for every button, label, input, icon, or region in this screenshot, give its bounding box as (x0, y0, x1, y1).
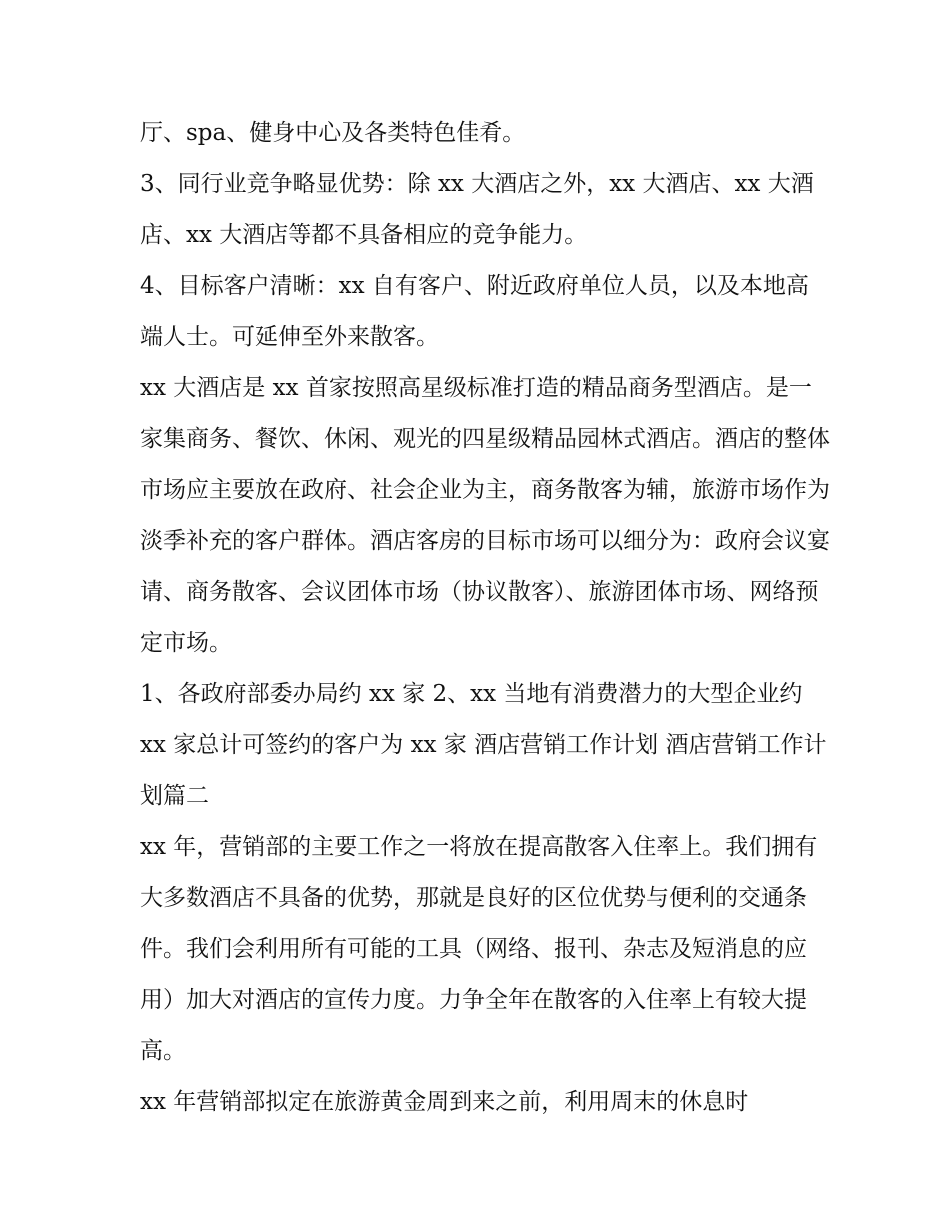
paragraph-client-count: 1、各政府部委办局约 xx 家 2、xx 当地有消费潜力的大型企业约 xx 家总计可签约的客户为 xx 家 酒店营销工作计划 酒店营销工作计划篇二 (140, 681, 827, 809)
paragraph-holiday-plan: xx 年营销部拟定在旅游黄金周到来之前，利用周末的休息时 (140, 1089, 749, 1115)
paragraph-marketing-focus: xx 年，营销部的主要工作之一将放在提高散客入住率上。我们拥有大多数酒店不具备的优势，那就是良好的区位优势与便利的交通条件。我们会利用所有可能的工具（网络、报刊、杂志及短消息的应用）加大对酒店的宣传力度。力争全年在散客的入住率上有较大提高。 (140, 834, 818, 1064)
paragraph-hotel-overview: xx 大酒店是 xx 首家按照高星级标准打造的精品商务型酒店。是一家集商务、餐饮、休闲、观光的四星级精品园林式酒店。酒店的整体市场应主要放在政府、社会企业为主，商务散客为辅，旅游市场作为淡季补充的客户群体。酒店客房的目标市场可以细分为：政府会议宴请、商务散客、会议团体市场（协议散客）、旅游团体市场、网络预定市场。 (140, 375, 830, 656)
paragraph-competition: 3、同行业竞争略显优势：除 xx 大酒店之外，xx 大酒店、xx 大酒店、xx 大酒店等都不具备相应的竞争能力。 (140, 171, 814, 248)
document-body (140, 108, 830, 1128)
paragraph-intro-facilities: 厅、spa、健身中心及各类特色佳肴。 (140, 120, 526, 146)
paragraph-target-customers: 4、目标客户清晰：xx 自有客户、附近政府单位人员，以及本地高端人士。可延伸至外来散客。 (140, 273, 809, 350)
